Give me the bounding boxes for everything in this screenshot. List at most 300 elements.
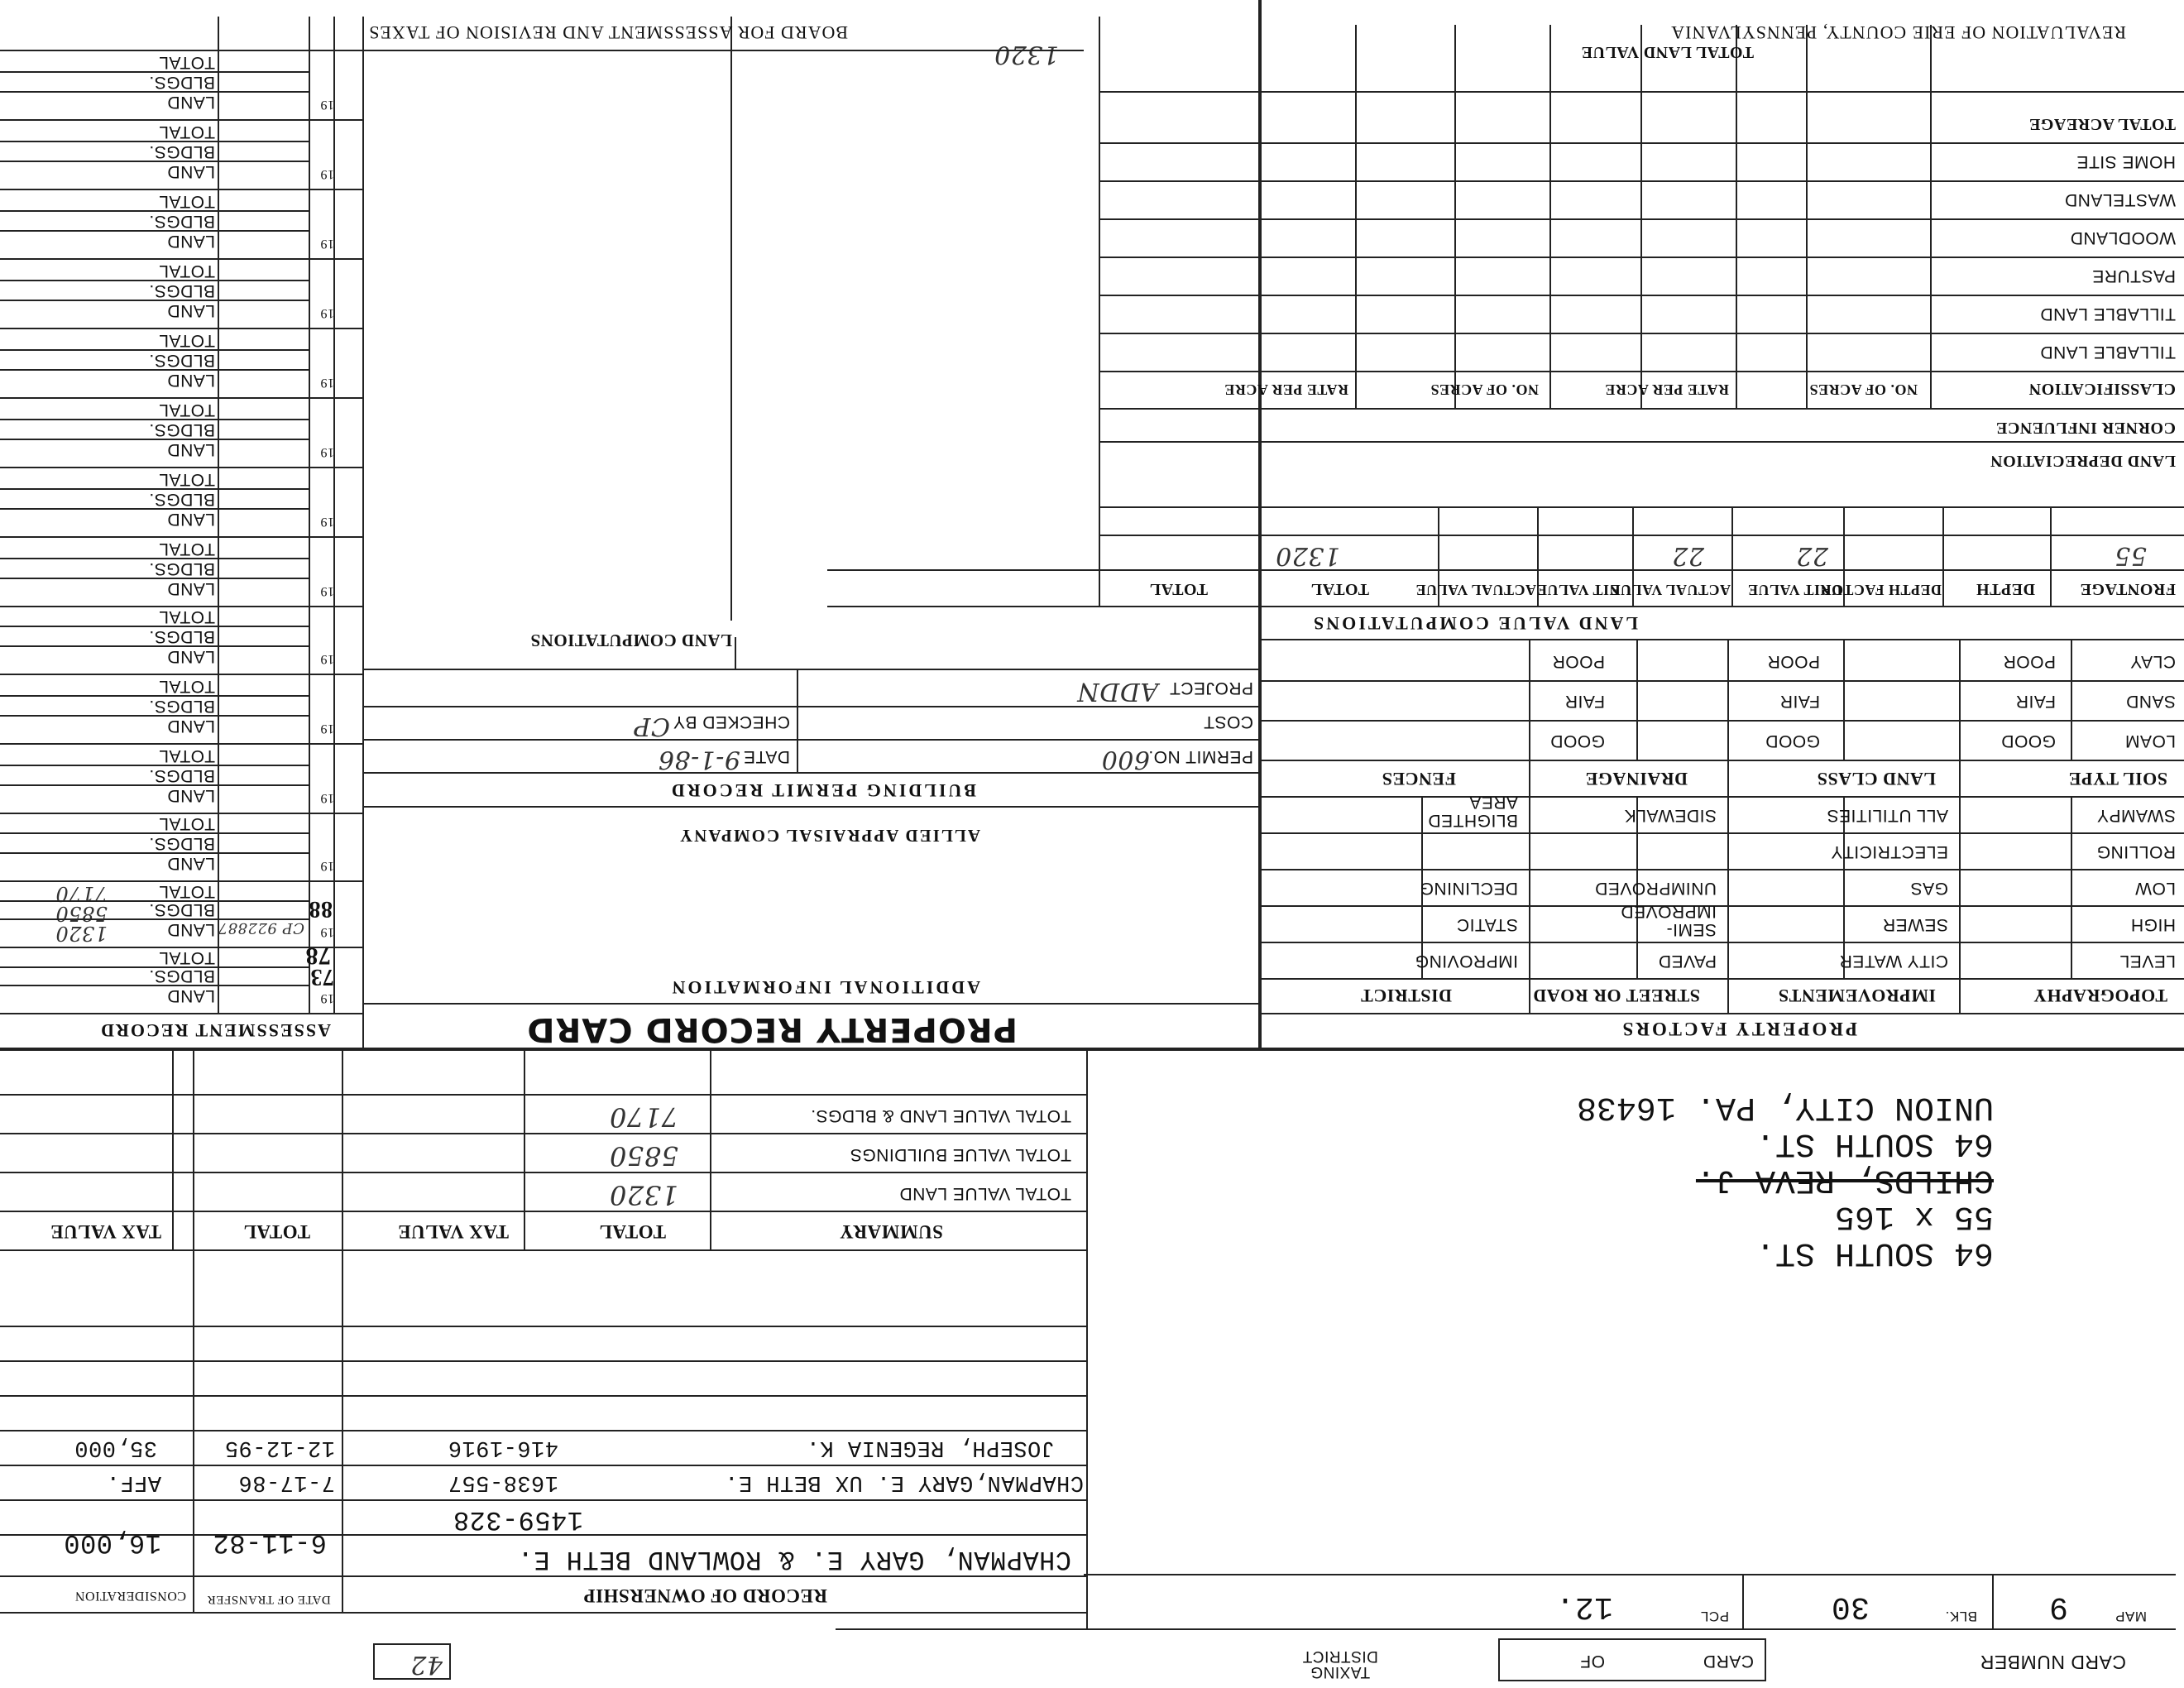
soil-good: GOOD xyxy=(2000,731,2056,750)
address-block xyxy=(1576,1088,1994,1271)
classification-label: CLASSIFICATION xyxy=(2028,380,2176,398)
soil-row-rule-3 xyxy=(1262,639,2184,640)
assess-rule-4b xyxy=(0,765,310,766)
owner-3-deed: 416-1916 xyxy=(448,1435,558,1460)
soil-row-rule-2 xyxy=(1262,680,2184,682)
class-tillable-2: TILLABLE LAND xyxy=(2039,305,2176,324)
lv-col-8 xyxy=(1260,508,1262,607)
blk-value: 30 xyxy=(1831,1589,1870,1624)
assess-total-12: TOTAL xyxy=(158,192,215,211)
assess-rule-13c xyxy=(0,119,364,121)
assess-rule-10b xyxy=(0,349,310,351)
summary-buildings-value: 5850 xyxy=(609,1140,678,1172)
assess-rule-7c xyxy=(0,536,364,538)
summary-total-label-2: TOTAL xyxy=(243,1221,310,1242)
rate-acre-label: RATE PER ACRE xyxy=(1604,381,1729,398)
building-permit-label: BUILDING PERMIT RECORD xyxy=(668,780,976,801)
board-title: BOARD FOR ASSESSMENT AND REVISION OF TAXES xyxy=(368,22,848,43)
topo-low: LOW xyxy=(2134,879,2176,898)
street-paved: PAVED xyxy=(1658,952,1717,971)
assess-total-11: TOTAL xyxy=(158,261,215,281)
assess-rule-7b xyxy=(0,558,310,559)
soil-clay: CLAY xyxy=(2129,652,2176,671)
assess-rule-11a xyxy=(0,300,310,301)
address-line-5: UNION CITY, PA. 16438 xyxy=(1576,1088,1994,1125)
assess-bldgs-10: BLDGS. xyxy=(148,351,215,370)
assess-land-10: LAND xyxy=(166,371,215,390)
assess-land-6: LAND xyxy=(166,647,215,666)
factors-row-rule-5 xyxy=(1262,796,2184,798)
lv-total-header-2: TOTAL xyxy=(1149,580,1208,598)
taxing-district-label: TAXING DISTRICT xyxy=(1302,1647,1378,1681)
summary-land-value: 1320 xyxy=(609,1179,678,1211)
landclass-poor: POOR xyxy=(1767,652,1820,671)
class-rule-1 xyxy=(1100,333,2184,334)
assess-88-land: 1320 xyxy=(55,922,108,945)
class-rule-4 xyxy=(1100,218,2184,220)
owner-2-consideration: AFF. xyxy=(106,1470,161,1494)
assess-rule-14b xyxy=(0,71,310,73)
class-rule-7 xyxy=(1100,91,2184,93)
year-prefix-14: 19 xyxy=(320,98,334,112)
ownership-date-rule xyxy=(342,1051,343,1614)
assess-land-11: LAND xyxy=(166,301,215,320)
assess-bldgs-5: BLDGS. xyxy=(148,697,215,716)
address-line-4: 64 SOUTH ST. xyxy=(1755,1125,1994,1162)
additional-info-label: ADDITIONAL INFORMATION xyxy=(669,977,980,998)
ownership-header-bottom xyxy=(0,1575,1088,1577)
assess-rule-9a xyxy=(0,439,310,440)
lv-col-4 xyxy=(1731,508,1733,607)
permit-no-value: 600 xyxy=(1101,745,1150,774)
assess-bldgs-8: BLDGS. xyxy=(148,490,215,509)
lv-depr-rule xyxy=(1100,441,2184,443)
soil-sub-2 xyxy=(1843,640,1845,761)
assess-bldgs-1: BLDGS. xyxy=(148,966,215,985)
allied-appraisal-label: ALLIED APPRAISAL COMPANY xyxy=(678,826,980,846)
map-label: MAP xyxy=(2115,1609,2147,1624)
assess-bldgs-3: BLDGS. xyxy=(148,834,215,853)
year-73-note: 78 xyxy=(305,942,331,970)
assess-rule-12b xyxy=(0,210,310,212)
drainage-header: DRAINAGE xyxy=(1585,769,1688,789)
map-value: 9 xyxy=(2048,1589,2068,1624)
assess-rule-9b xyxy=(0,419,310,420)
street-semi-improved: SEMI-IMPROVED xyxy=(1620,901,1717,939)
assess-total-13: TOTAL xyxy=(158,122,215,141)
blk-label: BLK. xyxy=(1945,1609,1977,1624)
lv-row-rule-2 xyxy=(1100,506,2184,508)
district-blighted-area: BLIGHTED AREA xyxy=(1427,792,1518,830)
assess-bldgs-12: BLDGS. xyxy=(148,212,215,231)
lv-header-rule xyxy=(827,569,2184,571)
summary-header-bottom xyxy=(0,1211,1088,1212)
owner-3-date: 12-12-95 xyxy=(224,1435,335,1460)
class-col-5 xyxy=(1549,25,1551,410)
lv-actual-value: 22 xyxy=(1671,541,1704,570)
ownership-consid-rule xyxy=(193,1051,194,1614)
permit-no-label: PERMIT NO. xyxy=(1147,747,1253,766)
lv-total-value: 1320 xyxy=(1275,541,1340,570)
summary-label: SUMMARY xyxy=(839,1221,943,1242)
fences-header: FENCES xyxy=(1382,769,1456,789)
lv-title-rule xyxy=(827,606,2184,607)
impr-electricity: ELECTRICITY xyxy=(1830,842,1948,861)
card-label: CARD xyxy=(1703,1652,1754,1671)
lv-frontage-value: 55 xyxy=(2114,541,2147,570)
class-rule-2 xyxy=(1100,295,2184,296)
address-line-1: 64 SOUTH ST. xyxy=(1755,1234,1994,1271)
permit-rule-3 xyxy=(364,669,1262,670)
assess-bldgs-2: BLDGS. xyxy=(148,900,215,919)
assess-rule-5a xyxy=(0,715,310,717)
assess-rule-3b xyxy=(0,832,310,834)
assess-land-4: LAND xyxy=(166,786,215,805)
assess-rule-8c xyxy=(0,467,364,468)
lv-frontage-header: FRONTAGE xyxy=(2080,580,2176,598)
lv-col-2 xyxy=(1942,508,1944,607)
topo-level: LEVEL xyxy=(2119,952,2176,971)
class-rule-3 xyxy=(1100,257,2184,258)
year-prefix-3: 19 xyxy=(320,859,334,873)
assess-rule-3a xyxy=(0,852,310,854)
assess-total-8: TOTAL xyxy=(158,470,215,489)
ownership-header-top xyxy=(0,1612,1088,1614)
street-unimproved: UNIMPROVED xyxy=(1594,879,1717,898)
lv-total-header: TOTAL xyxy=(1310,580,1369,598)
assess-rule-11b xyxy=(0,280,310,281)
assess-bldgs-11: BLDGS. xyxy=(148,281,215,300)
summary-col-2 xyxy=(524,1051,525,1251)
owner-2-deed: 1638-557 xyxy=(448,1470,558,1494)
ownership-rule-5 xyxy=(0,1395,1088,1397)
ownership-rule-7 xyxy=(0,1326,1088,1327)
parcel-divider-2 xyxy=(1742,1575,1744,1630)
summary-rule-2 xyxy=(0,1172,1088,1173)
year-73: 73 xyxy=(310,964,334,990)
class-col-4 xyxy=(1640,25,1642,410)
assessment-title: ASSESSMENT RECORD xyxy=(99,1020,331,1041)
year-prefix-5: 19 xyxy=(320,722,334,736)
assess-rule-7a xyxy=(0,578,310,579)
taxing-district-value: 42 xyxy=(410,1650,443,1679)
landcomp-right-rule xyxy=(730,17,732,621)
soil-col-2 xyxy=(1727,640,1729,798)
assess-rule-1c xyxy=(0,947,364,948)
ownership-rule-4 xyxy=(0,1430,1088,1431)
class-home-site: HOME SITE xyxy=(2076,152,2176,171)
soil-col-3 xyxy=(1529,640,1530,798)
owner-3-name: JOSEPH, REGENIA K. xyxy=(806,1435,1055,1460)
checked-by-label: CHECKED BY xyxy=(673,712,790,731)
soil-poor: POOR xyxy=(2003,652,2056,671)
year-prefix-11: 19 xyxy=(320,306,334,320)
assess-total-5: TOTAL xyxy=(158,677,215,696)
summary-land-bldgs-label: TOTAL VALUE LAND & BLDGS. xyxy=(810,1106,1071,1125)
permit-cost-label: COST xyxy=(1203,712,1253,731)
address-line-2: 55 x 165 xyxy=(1834,1197,1994,1235)
class-col-7 xyxy=(1355,25,1357,410)
permit-rule-1 xyxy=(364,739,1262,741)
district-static: STATIC xyxy=(1456,915,1518,934)
street-sidewalk: SIDEWALK xyxy=(1624,806,1717,825)
assess-rule-1b xyxy=(0,966,310,968)
pcl-value: 12. xyxy=(1555,1589,1613,1624)
parcel-bottom-rule xyxy=(1084,1574,2176,1575)
street-header: STREET OR ROAD xyxy=(1532,985,1700,1006)
property-factors-title: PROPERTY FACTORS xyxy=(1620,1019,1857,1039)
project-label: PROJECT xyxy=(1169,679,1253,698)
factors-title-rule xyxy=(1262,1013,2184,1014)
lv-unit-value-header-2: UNIT VALUE xyxy=(1536,582,1631,598)
assess-land-3: LAND xyxy=(166,854,215,873)
factors-sub-1 xyxy=(2071,798,2072,980)
assess-land-2: LAND xyxy=(166,920,215,939)
lv-actual-value-header-2: ACTUAL VALUE xyxy=(1415,582,1536,598)
card-number-label: CARD NUMBER xyxy=(1980,1652,2126,1673)
topo-high: HIGH xyxy=(2130,915,2176,934)
revaluation-title: REVALUATION OF ERIE COUNTY, PENNSYLVANIA xyxy=(1670,22,2126,43)
land-depreciation-label: LAND DEPRECIATION xyxy=(1990,452,2176,470)
assess-rule-2a xyxy=(0,918,310,920)
assess-rule-11c xyxy=(0,258,364,260)
assess-rule-13a xyxy=(0,161,310,162)
year-prefix-6: 19 xyxy=(320,652,334,666)
ownership-title: RECORD OF OWNERSHIP xyxy=(583,1585,827,1606)
checked-by-value: CP xyxy=(633,712,670,741)
total-land-value-label: TOTAL LAND VALUE xyxy=(1581,43,1754,61)
assess-year-right xyxy=(309,17,310,1014)
assess-rule-6b xyxy=(0,626,310,627)
district-declining: DECLINING xyxy=(1420,879,1518,898)
assess-bldgs-6: BLDGS. xyxy=(148,627,215,646)
assess-land-13: LAND xyxy=(166,162,215,181)
assess-rule-14a xyxy=(0,91,310,93)
soil-header-rule xyxy=(1262,760,2184,761)
no-acres-label-2: NO. OF ACRES xyxy=(1430,381,1539,398)
lv-actual-value-header: ACTUAL VALUE xyxy=(1610,582,1731,598)
lv-unit-value: 22 xyxy=(1795,541,1828,570)
assess-rule-2b xyxy=(0,900,310,902)
rate-acre-label-2: RATE PER ACRE xyxy=(1224,381,1348,398)
pcl-label: PCL xyxy=(1700,1609,1729,1624)
assess-bldgs-13: BLDGS. xyxy=(148,142,215,161)
parcel-divider-1 xyxy=(1992,1575,1994,1630)
land-value-title: LAND VALUE COMPUTATIONS xyxy=(1311,613,1638,634)
year-88-note: CP 922887 xyxy=(218,919,304,937)
assess-total-1: TOTAL xyxy=(158,948,215,967)
assess-total-6: TOTAL xyxy=(158,607,215,626)
summary-land-bldgs-value: 7170 xyxy=(609,1101,678,1133)
class-woodland: WOODLAND xyxy=(2070,228,2176,247)
class-total-acreage: TOTAL ACREAGE xyxy=(2028,115,2176,133)
assess-88-total: 7170 xyxy=(55,882,108,905)
soil-col-1 xyxy=(1959,640,1961,798)
assess-rule-2c xyxy=(0,880,364,882)
impr-city-water: CITY WATER xyxy=(1839,952,1948,971)
of-label: OF xyxy=(1579,1652,1605,1671)
year-prefix-2: 19 xyxy=(320,925,334,939)
summary-tax-value-label: TAX VALUE xyxy=(397,1221,509,1242)
permit-col xyxy=(797,670,798,774)
soil-sub-1 xyxy=(2071,640,2072,761)
drainage-poor: POOR xyxy=(1552,652,1605,671)
soil-row-rule-1 xyxy=(1262,720,2184,722)
assess-rule-5c xyxy=(0,674,364,675)
assess-rule-6c xyxy=(0,606,364,607)
year-prefix-9: 19 xyxy=(320,445,334,459)
middle-right-rule xyxy=(362,17,364,1051)
mid-rule xyxy=(0,1048,2184,1051)
year-prefix-12: 19 xyxy=(320,237,334,251)
assess-total-2: TOTAL xyxy=(158,882,215,901)
assess-land-5: LAND xyxy=(166,717,215,736)
assess-rule-12a xyxy=(0,230,310,232)
year-prefix-1: 19 xyxy=(320,991,334,1005)
summary-buildings-label: TOTAL VALUE BUILDINGS xyxy=(850,1145,1071,1164)
assess-land-9: LAND xyxy=(166,440,215,459)
assess-rule-3c xyxy=(0,813,364,814)
assess-land-12: LAND xyxy=(166,232,215,251)
class-pasture: PASTURE xyxy=(2091,266,2176,285)
assess-land-14: LAND xyxy=(166,93,215,112)
class-col-2 xyxy=(1806,25,1808,410)
lv-depth-header: DEPTH xyxy=(1976,580,2035,598)
class-col-6 xyxy=(1454,25,1456,410)
assess-rule-10a xyxy=(0,369,310,371)
class-tillable-1: TILLABLE LAND xyxy=(2039,343,2176,362)
top-bottom-rule xyxy=(0,50,1084,51)
year-prefix-7: 19 xyxy=(320,584,334,598)
project-value: ADDN xyxy=(1076,677,1158,706)
summary-col-3 xyxy=(172,1051,174,1251)
lv-col-9 xyxy=(1099,17,1100,607)
improvements-header: IMPROVEMENTS xyxy=(1778,985,1936,1006)
permit-date-label: DATE xyxy=(743,747,790,766)
assess-total-7: TOTAL xyxy=(158,539,215,559)
permit-date-value: 9-1-86 xyxy=(658,745,740,774)
topo-swampy: SWAMPY xyxy=(2096,806,2176,825)
assess-rule-8b xyxy=(0,488,310,490)
lv-depth-factor-header: DEPTH FACTOR xyxy=(1820,582,1942,598)
lv-unit-value-header: UNIT VALUE xyxy=(1747,582,1842,598)
summary-col-1 xyxy=(710,1051,711,1251)
impr-sewer: SEWER xyxy=(1882,915,1948,934)
assess-bldgs-9: BLDGS. xyxy=(148,420,215,439)
soil-fair: FAIR xyxy=(2015,692,2056,711)
assess-rule-4c xyxy=(0,743,364,745)
impr-gas: GAS xyxy=(1910,879,1948,898)
topo-rolling: ROLLING xyxy=(2096,842,2176,861)
assess-land-1: LAND xyxy=(166,986,215,1005)
assess-rule-8a xyxy=(0,508,310,510)
owner-2-name: CHAPMAN,GARY E. UX BETH E. xyxy=(724,1470,1084,1494)
assess-label-right xyxy=(218,17,219,1014)
prc-title-rule xyxy=(364,1003,1262,1005)
impr-all-utilities: ALL UTILITIES xyxy=(1827,806,1948,825)
year-88: 88 xyxy=(309,896,333,922)
owner-2-date: 7-17-86 xyxy=(238,1470,335,1494)
topography-header: TOPOGRAPHY xyxy=(2033,985,2167,1006)
assess-total-3: TOTAL xyxy=(158,814,215,833)
assess-rule-12c xyxy=(0,189,364,190)
assess-total-9: TOTAL xyxy=(158,400,215,420)
class-header-rule xyxy=(1100,371,2184,372)
ownership-rule-6 xyxy=(0,1360,1088,1362)
assess-rule-13b xyxy=(0,141,310,142)
class-wasteland: WASTELAND xyxy=(2064,190,2176,209)
class-rule-5 xyxy=(1100,180,2184,182)
year-prefix-4: 19 xyxy=(320,791,334,805)
assess-rule-9c xyxy=(0,397,364,399)
address-line-3: CHILDS, REVA J. xyxy=(1695,1161,1994,1198)
permit-rule-2 xyxy=(364,706,1262,707)
factors-row-rule-3 xyxy=(1262,869,2184,870)
assess-land-8: LAND xyxy=(166,510,215,529)
assess-total-14: TOTAL xyxy=(158,53,215,72)
assess-88-bldgs: 5850 xyxy=(55,902,108,925)
summary-rule-3 xyxy=(0,1133,1088,1134)
ownership-rule-3 xyxy=(0,1465,1088,1466)
ownership-left-rule xyxy=(1086,1051,1088,1630)
ownership-consideration-label: CONSIDERATION xyxy=(74,1589,186,1603)
factors-row-rule-4 xyxy=(1262,832,2184,834)
owner-1-consideration: 16,000 xyxy=(63,1527,161,1558)
owner-1-date: 6-11-82 xyxy=(213,1527,327,1558)
landclass-fair: FAIR xyxy=(1779,692,1820,711)
lv-col-1 xyxy=(2050,508,2052,607)
soil-type-header: SOIL TYPE xyxy=(2068,769,2167,789)
summary-total-label: TOTAL xyxy=(599,1221,666,1242)
assess-bldgs-4: BLDGS. xyxy=(148,766,215,785)
factors-row-rule-1 xyxy=(1262,942,2184,943)
assess-bldgs-7: BLDGS. xyxy=(148,559,215,578)
parcel-top-rule xyxy=(836,1628,2176,1630)
year-prefix-10: 19 xyxy=(320,376,334,390)
owner-3-consideration: 35,000 xyxy=(74,1435,157,1460)
class-col-1 xyxy=(1930,25,1932,410)
summary-rule-4 xyxy=(0,1094,1088,1096)
assess-bldgs-14: BLDGS. xyxy=(148,73,215,92)
factors-row-rule-2 xyxy=(1262,905,2184,907)
assess-total-4: TOTAL xyxy=(158,746,215,765)
assess-rule-6a xyxy=(0,645,310,647)
assess-land-7: LAND xyxy=(166,579,215,598)
landcomp-divider xyxy=(735,637,736,670)
ownership-rule-2 xyxy=(0,1499,1088,1501)
assess-rule-10c xyxy=(0,328,364,329)
summary-tax-value-label-2: TAX VALUE xyxy=(50,1221,161,1242)
assess-rule-5b xyxy=(0,695,310,697)
soil-loam: LOAM xyxy=(2124,731,2176,750)
land-computations-label: LAND COMPUTATIONS xyxy=(530,631,732,650)
land-class-header: LAND CLASS xyxy=(1817,769,1936,789)
assess-rule-4a xyxy=(0,784,310,786)
summary-land-label: TOTAL VALUE LAND xyxy=(899,1184,1071,1203)
soil-sand: SAND xyxy=(2125,692,2176,711)
corner-influence-label: CORNER INFLUENCE xyxy=(1995,419,2176,437)
class-rule-6 xyxy=(1100,142,2184,144)
lv-corner-rule xyxy=(1100,408,2184,410)
landclass-good: GOOD xyxy=(1765,731,1820,750)
assess-total-10: TOTAL xyxy=(158,331,215,350)
lv-row-rule-1 xyxy=(1100,535,2184,536)
permit-title-rule-top xyxy=(364,806,1262,808)
ownership-date-label: DATE OF TRANSFER xyxy=(207,1593,331,1606)
property-record-card-title: PROPERTY RECORD CARD xyxy=(526,1010,1018,1048)
total-land-value-amount: 1320 xyxy=(994,40,1059,69)
year-prefix-13: 19 xyxy=(320,167,334,181)
